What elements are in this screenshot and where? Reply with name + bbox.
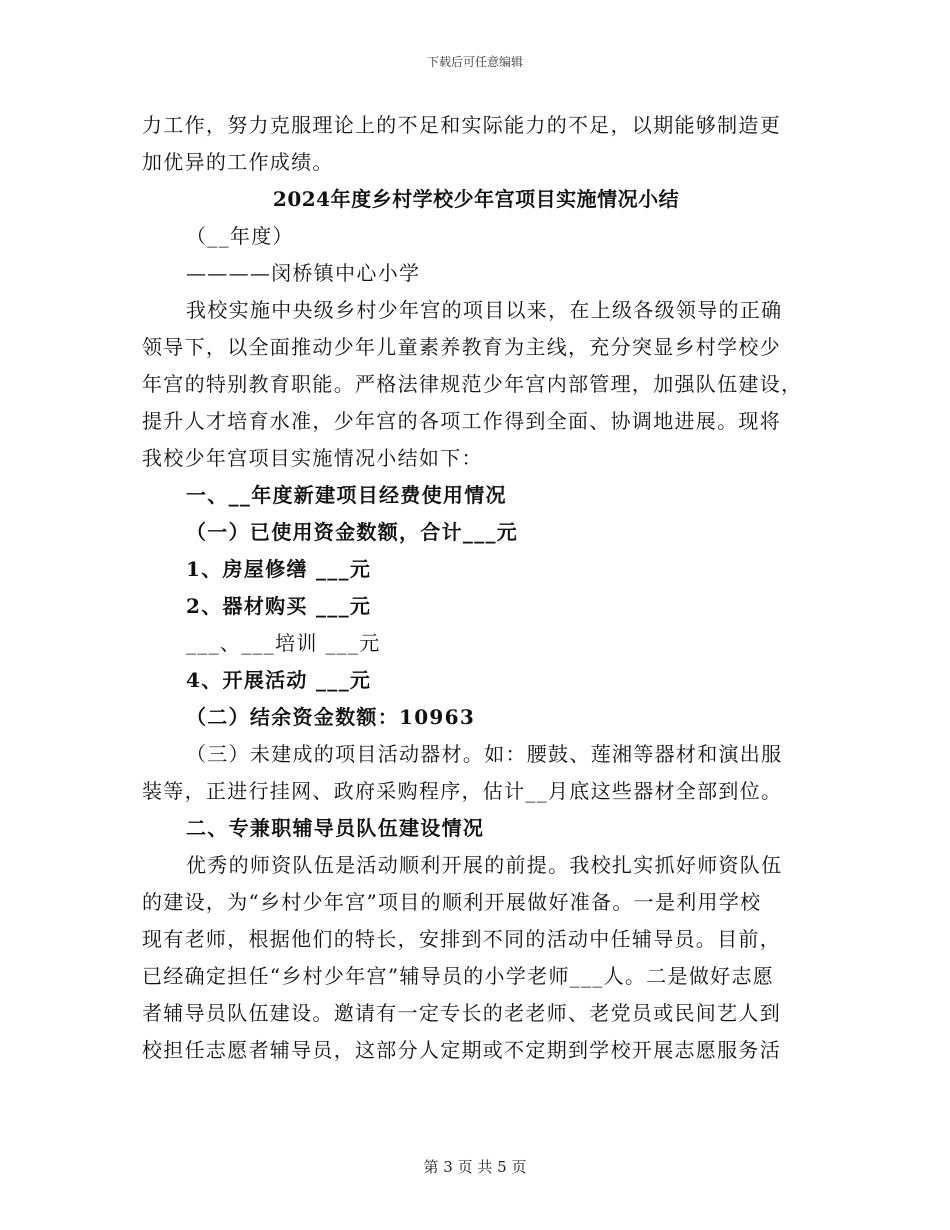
subheading: （一）已使用资金数额，合计___元 <box>186 520 519 544</box>
page-header: 下载后可任意编辑 <box>426 55 523 69</box>
section-title: 2024年度乡村学校少年宫项目实施情况小结 <box>272 187 680 211</box>
paragraph-line: 我校少年宫项目实施情况小结如下： <box>142 446 483 470</box>
heading-2: 二、专兼职辅导员队伍建设情况 <box>186 816 485 840</box>
subheading: （二）结余资金数额：10963 <box>186 705 476 729</box>
paragraph-line: 现有老师，根据他们的特长，安排到不同的活动中任辅导员。目前， <box>142 927 781 951</box>
list-item: 2、器材购买 ___元 <box>186 594 372 618</box>
paragraph-line: 优秀的师资队伍是活动顺利开展的前提。我校扎实抓好师资队伍 <box>186 853 783 877</box>
paragraph-line: 装等，正进行挂网、政府采购程序，估计__月底这些器材全部到位。 <box>142 779 783 803</box>
list-item: 1、房屋修缮 ___元 <box>186 557 372 581</box>
paragraph-line: 校担任志愿者辅导员，这部分人定期或不定期到学校开展志愿服务活 <box>142 1038 781 1062</box>
school-name-line: ————闵桥镇中心小学 <box>186 261 421 285</box>
paragraph-line: 领导下，以全面推动少年儿童素养教育为主线，充分突显乡村学校少 <box>142 335 781 359</box>
paragraph-line: 提升人才培育水准，少年宫的各项工作得到全面、协调地进展。现将 <box>142 409 781 433</box>
page-footer: 第 3 页 共 5 页 <box>423 1158 527 1176</box>
paragraph-line: 加优异的工作成绩。 <box>142 150 334 174</box>
list-item: 4、开展活动 ___元 <box>186 668 372 692</box>
paragraph-line: 我校实施中央级乡村少年宫的项目以来，在上级各级领导的正确 <box>186 298 783 322</box>
year-line: （__年度） <box>186 224 294 248</box>
paragraph-line: 者辅导员队伍建设。邀请有一定专长的老老师、老党员或民间艺人到 <box>142 1001 781 1025</box>
paragraph-line: 年宫的特别教育职能。严格法律规范少年宫内部管理，加强队伍建设， <box>142 372 803 396</box>
paragraph-line: 已经确定担任“乡村少年宫”辅导员的小学老师___人。二是做好志愿 <box>142 964 775 988</box>
paragraph-line: （三）未建成的项目活动器材。如：腰鼓、莲湘等器材和演出服 <box>186 742 783 766</box>
document-body <box>142 107 810 1069</box>
paragraph-line: 的建设，为“乡村少年宫”项目的顺利开展做好准备。一是利用学校 <box>142 890 762 914</box>
paragraph-line: 力工作，努力克服理论上的不足和实际能力的不足，以期能够制造更 <box>142 113 781 137</box>
list-item: ___、___培训 ___元 <box>186 631 381 655</box>
heading-1: 一、__年度新建项目经费使用情况 <box>186 483 507 507</box>
